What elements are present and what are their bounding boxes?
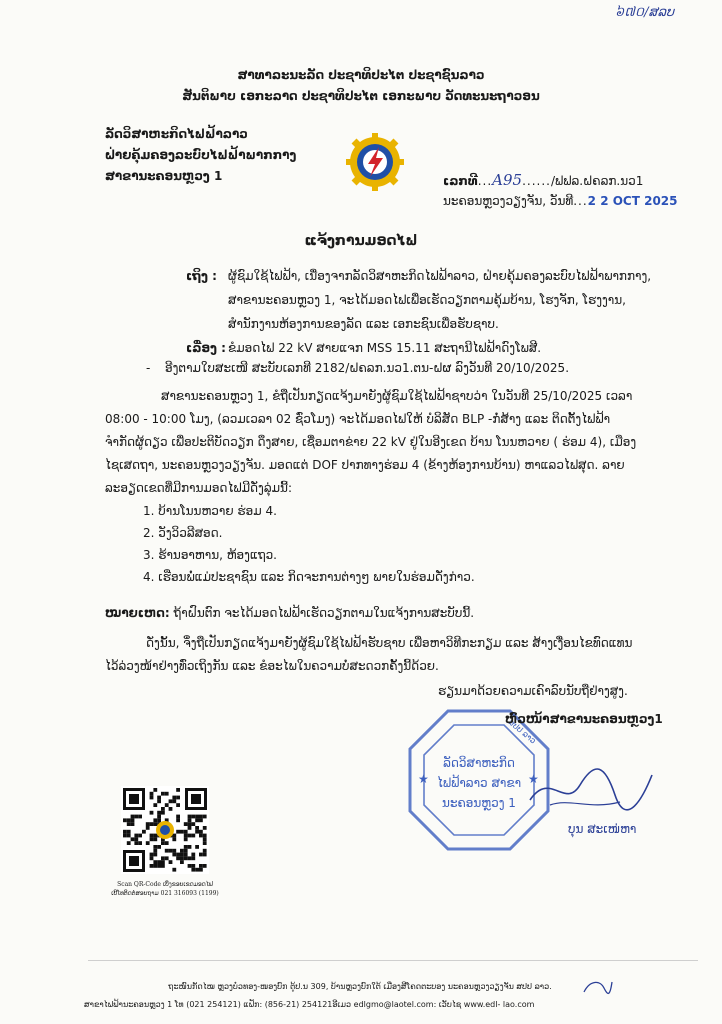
note bbox=[105, 603, 474, 623]
body-line-2: 08:00 - 10:00 ໂມງ, (ລວມເວລາ 02 ຊົ່ວໂມງ) ຈະໄດ້ມອດໄຟໃຫ້ ບໍລິສັດ BLP -ກໍ່ສ້າງ ແລະ ຕິດຕັ້ງໄຟຟ້າ bbox=[105, 412, 611, 426]
handwritten-initial bbox=[580, 976, 616, 1000]
list-item: 1. ບ້ານໂນນຫວາຍ ຮ່ອມ 4. bbox=[143, 504, 277, 518]
closing-line-2: ໄວ້ລ່ວງໜ້າຢ່າງທົ່ວເຖິງກັນ ແລະ ຂໍອະໄພໃນຄວາມບໍ່ສະດວກຄັ້ງນີ້ດ້ວຍ. bbox=[105, 659, 439, 673]
handwritten-signature bbox=[520, 760, 660, 820]
note-text: ຖ້າຝົນຕົກ ຈະໄດ້ມອດໄຟຟ້າເຮັດວຽກຕາມໃນແຈ້ງການສະບັບນີ້. bbox=[173, 606, 475, 620]
document-title: ແຈ້ງການມອດໄຟ bbox=[304, 233, 418, 249]
subject-label: ເລື່ອງ : bbox=[186, 341, 226, 355]
org-line-3: ສາຂານະຄອນຫຼວງ 1 bbox=[105, 169, 223, 183]
reference-bullet: - bbox=[146, 361, 151, 375]
stamp-center-line-2: ໄຟຟ້າລາວ ສາຂາ bbox=[436, 776, 522, 790]
reference-suffix: /ຟຟລ.ຝຄລກ.ນວ1 bbox=[550, 174, 644, 188]
footer-divider bbox=[88, 960, 698, 961]
place-date-label: ນະຄອນຫຼວງວຽງຈັນ, ວັນທີ bbox=[443, 194, 574, 208]
reference-line: ອີງຕາມໃບສະເໜີ ສະບັບເລກທີ 2182/ຝຄລກ.ນວ1.ຕນ-ຝຜ ລົງວັນທີ 20/10/2025. bbox=[165, 361, 570, 375]
subject-text: ຂໍມອດໄຟ 22 kV ສາຍແຈກ MSS 15.11 ສະຖານີໄຟຟ້າດົງໂພສີ. bbox=[228, 341, 542, 355]
closing-line-3: ຮຽນມາດ້ວຍຄວາມເຄົາລົບນັບຖືຢ່າງສູງ. bbox=[438, 684, 628, 698]
stamp-star-left: ★ bbox=[418, 772, 429, 786]
closing-line-1: ດັ່ງນັ້ນ, ຈຶ່ງຖືເປັນກຽດແຈ້ງມາຍັງຜູ້ຊົມໃຊ້ໄຟຟ້າຮັບຊາບ ເພື່ອຫາວິທີກະກຽມ ແລະ ສ້າງເງື່ອນໄຂທົດແທນ bbox=[146, 636, 633, 650]
signatory-title: ຫົວໜ້າສາຂານະຄອນຫຼວງ1 bbox=[505, 712, 663, 726]
edl-logo bbox=[346, 133, 404, 191]
list-item: 3. ຮ້ານອາຫານ, ຫ້ອງແຖວ. bbox=[143, 548, 277, 562]
list-item: 2. ວັງວິວລີສອດ. bbox=[143, 526, 223, 540]
qr-caption bbox=[100, 880, 230, 898]
body-line-4: ໄຊເສດຖາ, ນະຄອນຫຼວງວຽງຈັນ. ມອດແຕ່ DOF ປາກທາງຮ່ອມ 4 (ຂ້າງຫ້ອງການບ້ານ) ຫາແລວໄຟສຸດ. ລາຍ bbox=[105, 458, 625, 472]
qr-caption-line-1: Scan QR-Code ເບິ່ງຂອບເຂດມອດໄຟ bbox=[117, 881, 213, 888]
qr-caption-line-2: ເບີໂທຕິດຕໍ່ສອບຖາມ 021 316093 (1199) bbox=[111, 890, 219, 897]
reference-number: ເລກທີ...A95....../ຟຟລ.ຝຄລກ.ນວ1 bbox=[443, 171, 644, 189]
signatory-name: ບຸນ ສະເໜ່ຫາ bbox=[568, 822, 637, 836]
corner-handwritten-number: ៦៧០/ສລບ bbox=[615, 5, 675, 20]
body-line-1: ສາຂານະຄອນຫຼວງ 1, ຂໍຖືເປັນກຽດແຈ້ງມາຍັງຜູ້ຊົມໃຊ້ໄຟຟ້າຊາບວ່າ ໃນວັນທີ 25/10/2025 ເວລາ bbox=[161, 389, 633, 403]
to-text-3: ສຳນັກງານຫ້ອງການຂອງລັດ ແລະ ເອກະຊົນເພື່ອຮັບຊາບ. bbox=[228, 317, 499, 331]
reference-handwritten-number: A95 bbox=[492, 171, 523, 189]
place-date-line: ນະຄອນຫຼວງວຽງຈັນ, ວັນທີ...2 2 OCT 2025 bbox=[443, 194, 678, 208]
date-stamp: 2 2 OCT 2025 bbox=[587, 194, 678, 208]
header-line-2: ສັນຕິພາບ ເອກະລາດ ປະຊາທິປະໄຕ ເອກະພາບ ວັດທະນະຖາວອນ bbox=[182, 89, 540, 103]
body-line-3: ຈຳກັດຜູ້ດຽວ ເພື່ອປະຕິບັດວຽກ ດຶງສາຍ, ເຊື່ອມຕາຂ່າຍ 22 kV ຢູ່ໃນອີງເຂດ ບ້ານ ໂນນຫວາຍ ( ຮ່ອມ 4), ເມືອງ bbox=[105, 435, 637, 449]
stamp-center-line-1: ລັດວິສາຫະກິດ bbox=[443, 756, 515, 770]
reference-label: ເລກທີ bbox=[443, 174, 478, 188]
stamp-center-line-3: ນະຄອນຫຼວງ 1 bbox=[442, 796, 516, 810]
footer-line-2: ສາຂາໄຟຟ້ານະຄອນຫຼວງ 1 ໂທ (021 254121) ແຟັກ: (856-21) 254121ອີເມວ edlgmo@laotel.com: ເວັບໄຊ www.edl- lao.com bbox=[84, 1000, 535, 1009]
outage-area-list bbox=[143, 500, 475, 588]
org-line-2: ຝ່າຍຄຸ້ມຄອງລະບົບໄຟຟ້າພາກກາງ bbox=[105, 148, 297, 162]
body-line-5: ລະອຽດເຂດທີ່ມີການມອດໄຟມີດັ່ງລຸ່ມນີ້: bbox=[105, 481, 292, 495]
footer-line-1: ຖະໜົນກັດໄໝ ຫຼວງບ໋ວທອງ-ໜອງບົກ ຕູ້ປ.ນ 309, ບ້ານຫຼວງບົກໃຕ້ ເມືອງສີໂຄດຕະບອງ ນະຄອນຫຼວງວຽງຈັນ ສປປ ລາວ. bbox=[168, 982, 552, 991]
note-label: ໝາຍເຫດ: bbox=[105, 606, 170, 620]
qr-code[interactable] bbox=[121, 786, 209, 874]
header-line-1: ສາທາລະນະລັດ ປະຊາທິປະໄຕ ປະຊາຊົນລາວ bbox=[237, 68, 485, 82]
stamp-ring-text: ສປປ ລາວ bbox=[506, 717, 538, 746]
list-item: 4. ເຮືອນພໍ່ແມ່ປະຊາຊົນ ແລະ ກິດຈະການຕ່າງໆ ພາຍໃນຮ່ອມດັ່ງກ່າວ. bbox=[143, 570, 475, 584]
to-text-1: ຜູ້ຊົມໃຊ້ໄຟຟ້າ, ເນື່ອງຈາກລັດວິສາຫະກິດໄຟຟ້າລາວ, ຝ່າຍຄຸ້ມຄອງລະບົບໄຟຟ້າພາກກາງ, bbox=[228, 269, 652, 283]
to-label: ເຖິງ : bbox=[186, 269, 217, 283]
to-text-2: ສາຂານະຄອນຫຼວງ 1, ຈະໄດ້ມອດໄຟເພື່ອເຮັດວຽກຕາມຄຸ້ມບ້ານ, ໂຮງຈັກ, ໂຮງງານ, bbox=[228, 293, 626, 307]
stamp-star-right: ★ bbox=[528, 772, 539, 786]
org-line-1: ລັດວິສາຫະກິດໄຟຟ້າລາວ bbox=[105, 127, 248, 141]
